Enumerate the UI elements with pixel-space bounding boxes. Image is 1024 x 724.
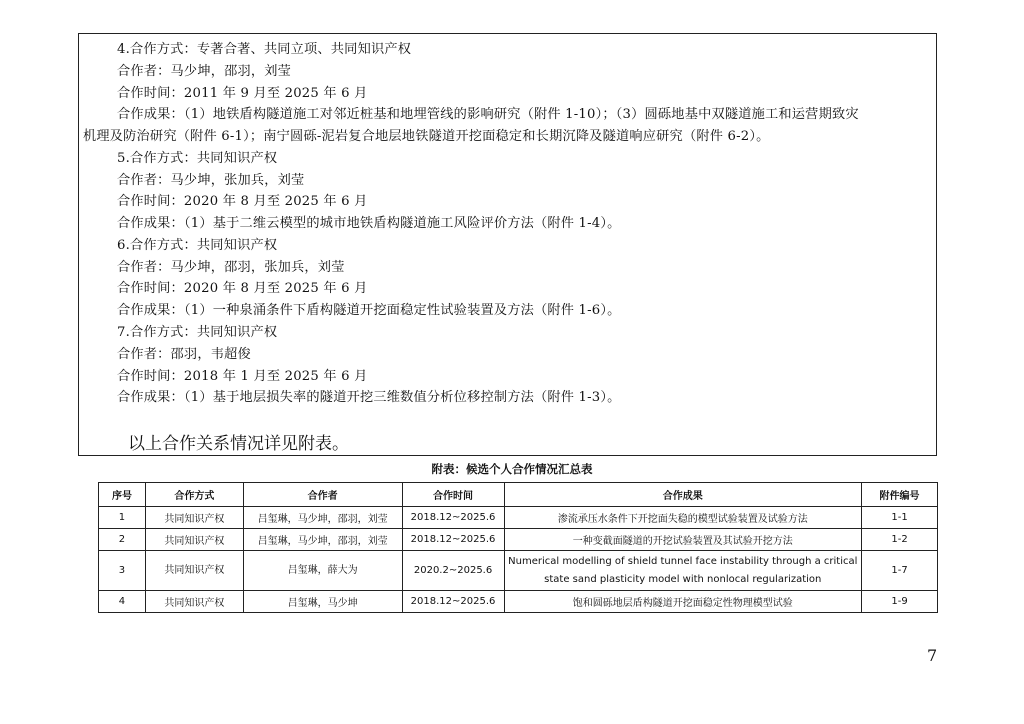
- cell-attachment: 1-9: [862, 591, 938, 613]
- table-header-row: [99, 483, 938, 507]
- cell-time: 2018.12~2025.6: [402, 529, 504, 551]
- coop-5-partners: 合作者：马少坤，张加兵，刘莹: [117, 173, 305, 188]
- coop-7-time: 合作时间：2018 年 1 月至 2025 年 6 月: [117, 369, 368, 384]
- coop-7-partners: 合作者：邵羽，韦超俊: [117, 347, 251, 362]
- cell-index: 3: [99, 551, 146, 591]
- cell-partners: 吕玺琳，马少坤: [243, 591, 402, 613]
- coop-4-results-cont: 机理及防治研究（附件 6-1）；南宁圆砾-泥岩复合地层地铁隧道开挖面稳定和长期沉降及隧道响应研究（附件 6-2）。: [83, 129, 770, 144]
- coop-5-results: 合作成果：（1）基于二维云模型的城市地铁盾构隧道施工风险评价方法（附件 1-4）。: [117, 216, 621, 231]
- cell-partners: 吕玺琳，马少坤，邵羽，刘莹: [243, 507, 402, 529]
- coop-6-results: 合作成果：（1）一种泉涌条件下盾构隧道开挖面稳定性试验装置及方法（附件 1-6）。: [117, 303, 621, 318]
- cell-results: 一种变截面隧道的开挖试验装置及其试验开挖方法: [504, 529, 862, 551]
- cell-method: 共同知识产权: [145, 529, 243, 551]
- cell-time: 2020.2~2025.6: [402, 551, 504, 591]
- cell-method: 共同知识产权: [145, 591, 243, 613]
- cell-index: 1: [99, 507, 146, 529]
- coop-4-time: 合作时间：2011 年 9 月至 2025 年 6 月: [117, 86, 368, 101]
- header-time: 合作时间: [402, 483, 504, 507]
- coop-5-method: 5.合作方式：共同知识产权: [117, 151, 278, 166]
- header-results: 合作成果: [504, 483, 862, 507]
- cell-results: 渗流承压水条件下开挖面失稳的模型试验装置及试验方法: [504, 507, 862, 529]
- header-index: 序号: [99, 483, 146, 507]
- table-row: [99, 551, 938, 591]
- cell-index: 2: [99, 529, 146, 551]
- coop-4-method: 4.合作方式：专著合著、共同立项、共同知识产权: [117, 42, 412, 57]
- cell-method: 共同知识产权: [145, 507, 243, 529]
- cell-time: 2018.12~2025.6: [402, 507, 504, 529]
- cell-index: 4: [99, 591, 146, 613]
- coop-5-time: 合作时间：2020 年 8 月至 2025 年 6 月: [117, 194, 368, 209]
- cell-partners: 吕玺琳，马少坤，邵羽，刘莹: [243, 529, 402, 551]
- closing-note: 以上合作关系情况详见附表。: [128, 434, 349, 454]
- cell-partners: 吕玺琳，薛大为: [243, 551, 402, 591]
- coop-6-partners: 合作者：马少坤，邵羽，张加兵，刘莹: [117, 260, 345, 275]
- cell-results: Numerical modelling of shield tunnel face instability through a critical state sand plasticity model with nonlocal regularization: [504, 551, 862, 591]
- header-method: 合作方式: [145, 483, 243, 507]
- coop-4-partners: 合作者：马少坤，邵羽，刘莹: [117, 64, 292, 79]
- cell-method: 共同知识产权: [145, 551, 243, 591]
- coop-6-time: 合作时间：2020 年 8 月至 2025 年 6 月: [117, 281, 368, 296]
- cell-attachment: 1-1: [862, 507, 938, 529]
- table-row: [99, 591, 938, 613]
- cell-time: 2018.12~2025.6: [402, 591, 504, 613]
- header-partners: 合作者: [243, 483, 402, 507]
- table-row: [99, 507, 938, 529]
- coop-4-results: 合作成果：（1）地铁盾构隧道施工对邻近桩基和地埋管线的影响研究（附件 1-10）；（3）圆砾地基中双隧道施工和运营期致灾: [117, 107, 859, 122]
- header-attachment: 附件编号: [862, 483, 938, 507]
- cell-attachment: 1-7: [862, 551, 938, 591]
- coop-6-method: 6.合作方式：共同知识产权: [117, 238, 278, 253]
- cell-results: 饱和圆砾地层盾构隧道开挖面稳定性物理模型试验: [504, 591, 862, 613]
- cell-attachment: 1-2: [862, 529, 938, 551]
- page-number: 7: [927, 646, 938, 665]
- table-caption: 附表：候选个人合作情况汇总表: [431, 462, 593, 476]
- table-row: [99, 529, 938, 551]
- coop-7-results: 合作成果：（1）基于地层损失率的隧道开挖三维数值分析位移控制方法（附件 1-3）。: [117, 390, 621, 405]
- summary-table: [98, 482, 938, 613]
- coop-7-method: 7.合作方式：共同知识产权: [117, 325, 278, 340]
